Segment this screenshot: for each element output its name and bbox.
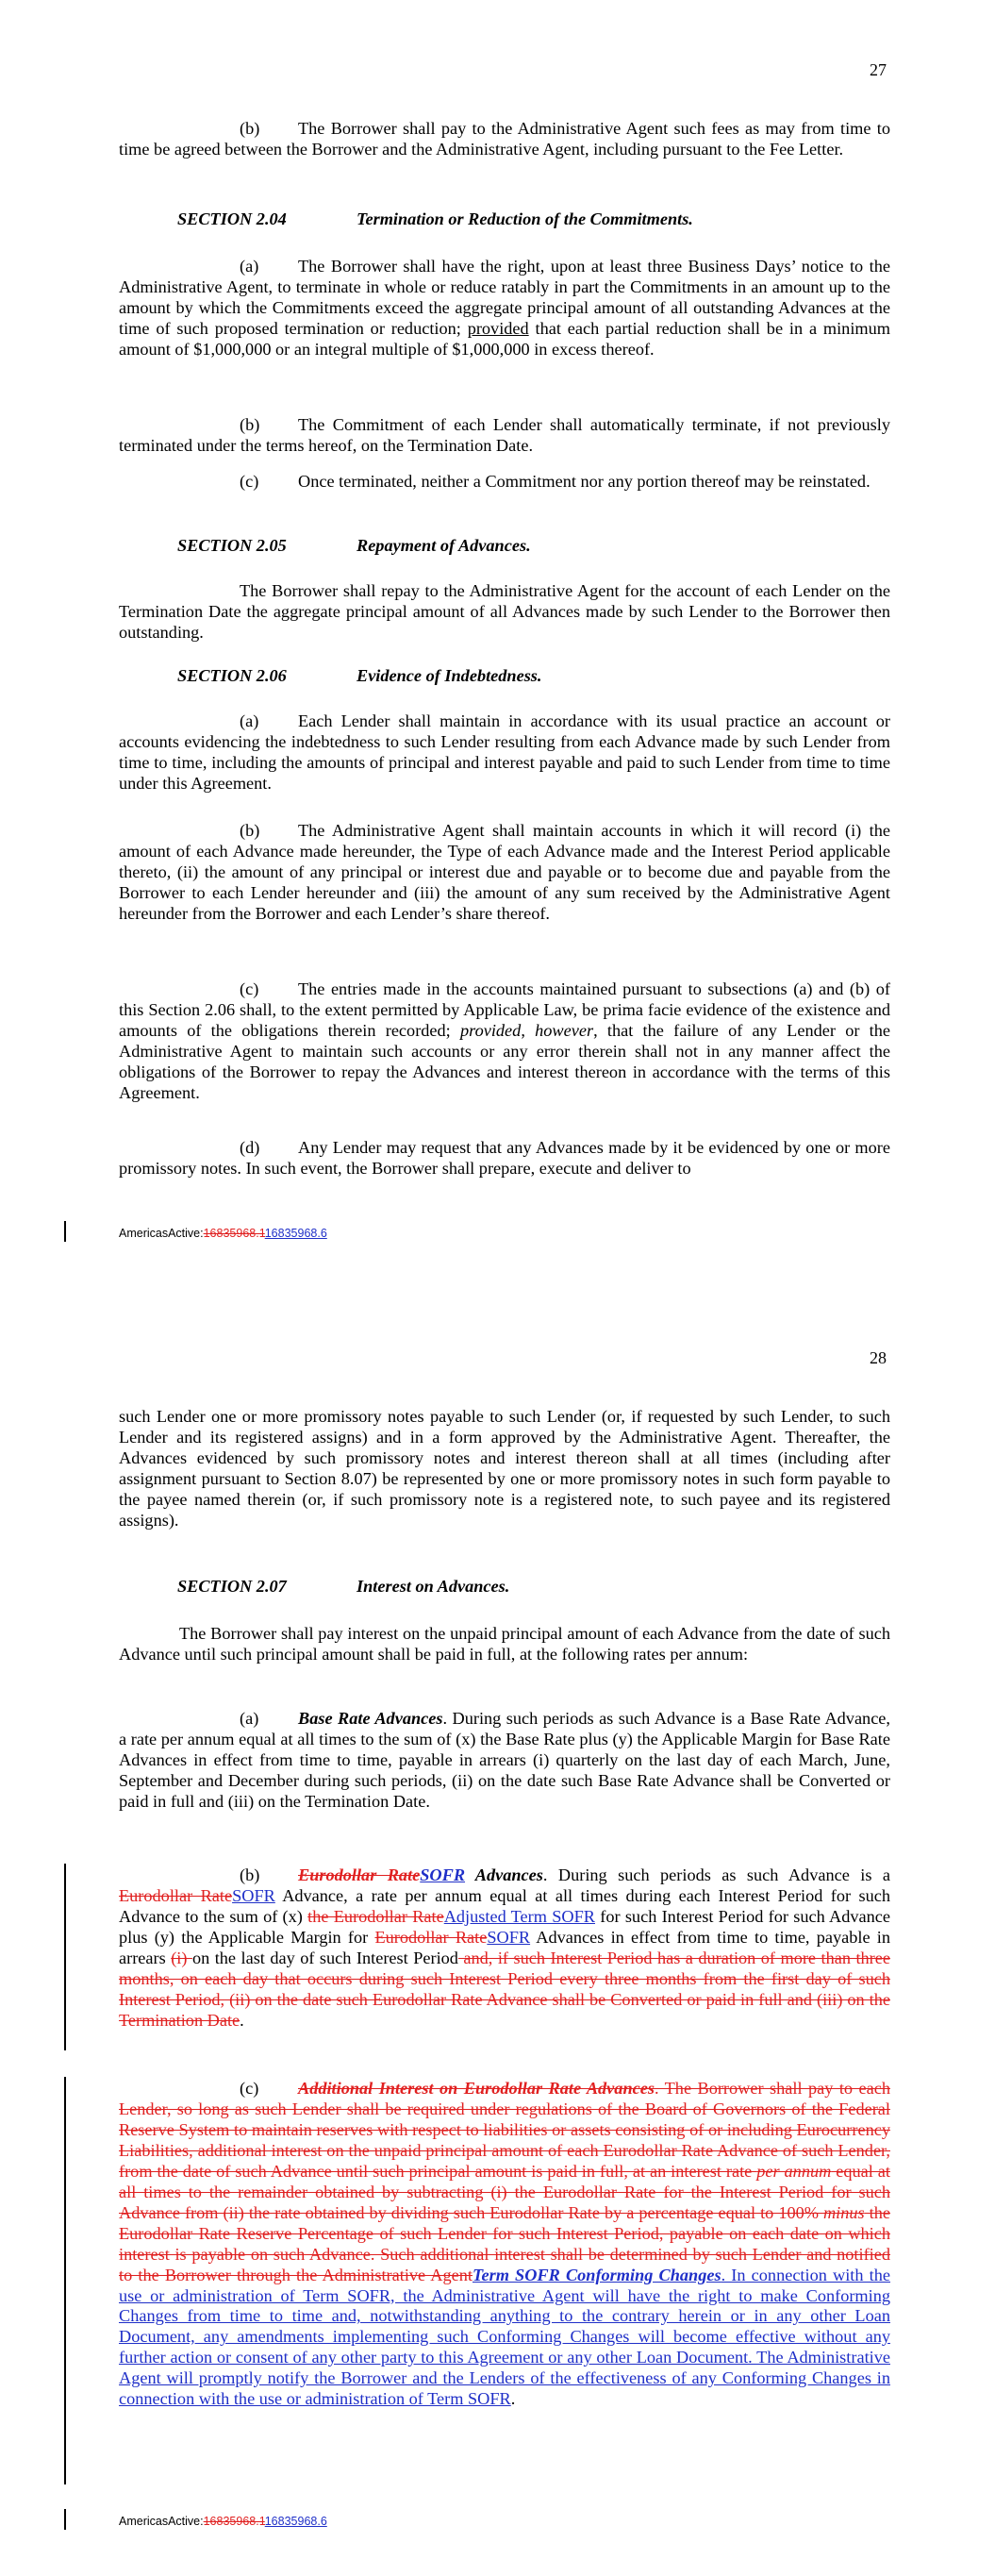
para-2-04-a: (a) The Borrower shall have the right, upon at least three Business Days’ notice to the Administrative Agent, to terminate in whole or reduce ratably in part the Commitments in an amount up to the amount by which the Commitments exceed the aggregate principal amount of all outstanding Advances at the time of such proposed termination or reduction; provided that each partial reduction shall be in a minimum amount of $1,000,000 or an integral multiple of $1,000,000 in excess thereof. — [119, 257, 890, 359]
para-2-06-d: (d) Any Lender may request that any Advances made by it be evidenced by one or more promissory notes. In such event, the Borrower shall prepare, execute and deliver to — [119, 1138, 890, 1178]
page-28 — [0, 1288, 995, 2576]
para-2-06-c: (c) The entries made in the accounts maintained pursuant to subsections (a) and (b) of this Section 2.06 shall, to the extent permitted by Applicable Law, be prima facie evidence of the existence and amounts of the obligations therein recorded; provided, however, that the failure of any Lender or the Administrative Agent to maintain such accounts or any error therein shall not in any manner affect the obligations of the Borrower to repay the Advances and interest thereon in accordance with the terms of this Agreement. — [119, 979, 890, 1102]
para-2-06-d-continued: such Lender one or more promissory notes payable to such Lender (or, if requested by such Lender, to such Lender and its registered assigns) and in a form approved by the Administrative Agent. Thereafter, the Advances evidenced by such promissory notes and interest thereon shall at all times (including after assignment pursuant to Section 8.07) be represented by one or more promissory notes in such form payable to the payee named therein (or, if such promissory note is a registered note, to such payee and its registered assigns). — [119, 1407, 890, 1530]
section-heading-2-04: SECTION 2.04 Termination or Reduction of the Commitments. — [177, 209, 693, 228]
para-2-07-a: (a) Base Rate Advances. During such periods as such Advance is a Base Rate Advance, a rate per annum equal at all times to the sum of (x) the Base Rate plus (y) the Applicable Margin for Base Rate Advances in effect from time to time, payable in arrears (i) quarterly on the last day of each March, June, September and December during such periods, (ii) on the date such Base Rate Advance shall be Converted or paid in full and (iii) on the Termination Date. — [119, 1709, 890, 1811]
letter-b: (b) — [240, 119, 260, 138]
section-heading-2-07: SECTION 2.07 Interest on Advances. — [177, 1577, 510, 1596]
para-2-04-c: (c) Once terminated, neither a Commitment nor any portion thereof may be reinstated. — [240, 472, 871, 491]
page-number: 27 — [870, 60, 887, 79]
para-2-06-b: (b) The Administrative Agent shall maintain accounts in which it will record (i) the amount of each Advance made hereunder, the Type of each Advance made and the Interest Period applicable thereto, (ii) the amount of any principal or interest due and payable or to become due and payable from the Borrower to each Lender hereunder and (iii) the amount of any sum received by the Administrative Agent hereunder from the Borrower and each Lender’s share thereof. — [119, 821, 890, 923]
change-bar — [64, 2509, 66, 2530]
para-2-07-c: (c) Additional Interest on Eurodollar Rate Advances. The Borrower shall pay to each Lender, so long as such Lender shall be required under regulations of the Board of Governors of the Federal Reserve System to maintain reserves with respect to liabilities or assets consisting of or including Eurocurrency Liabilities, additional interest on the unpaid principal amount of each Eurodollar Rate Advance of such Lender, from the date of such Advance until such principal amount is paid in full, at an interest rate per annum equal at all times to the remainder obtained by subtracting (i) the Eurodollar Rate for the Interest Period for such Advance from (ii) the rate obtained by dividing such Eurodollar Rate by a percentage equal to 100% minus the Eurodollar Rate Reserve Percentage of such Lender for such Interest Period, payable on each date on which interest is payable on such Advance. Such additional interest shall be determined by such Lender and notified to the Borrower through the Administrative AgentTerm SOFR Conforming Changes. In connection with the use or administration of Term SOFR, the Administrative Agent will have the right to make Conforming Changes from time to time and, notwithstanding anything to the contrary herein or in any other Loan Document, any amendments implementing such Conforming Changes will become effective without any further action or consent of any other party to this Agreement or any other Loan Document. The Administrative Agent will promptly notify the Borrower and the Lenders of the effectiveness of any Conforming Changes in connection with the use or administration of Term SOFR. — [119, 2079, 890, 2409]
section-heading-2-06: SECTION 2.06 Evidence of Indebtedness. — [177, 666, 542, 685]
change-bar — [64, 1221, 66, 1242]
para-2-07-b: (b) Eurodollar RateSOFR Advances. During such periods as such Advance is a Eurodollar RateSOFR Advance, a rate per annum equal at all times during each Interest Period for such Advance to the sum of (x) the Eurodollar RateAdjusted Term SOFR for such Interest Period for such Advance plus (y) the Applicable Margin for Eurodollar RateSOFR Advances in effect from time to time, payable in arrears (i) on the last day of such Interest Period and, if such Interest Period has a duration of more than three months, on each day that occurs during such Interest Period every three months from the first day of such Interest Period, (ii) on the date such Eurodollar Rate Advance shall be Converted or paid in full and (iii) on the Termination Date. — [119, 1865, 891, 2030]
section-heading-2-05: SECTION 2.05 Repayment of Advances. — [177, 536, 531, 555]
para-2-06-a: (a) Each Lender shall maintain in accordance with its usual practice an account or accounts evidencing the indebtedness to such Lender resulting from each Advance made by such Lender from time to time, including the amounts of principal and interest payable and paid to such Lender from time to time under this Agreement. — [119, 711, 890, 793]
page-number: 28 — [870, 1348, 887, 1367]
change-bar — [64, 1864, 66, 2050]
para-fees: (b) The Borrower shall pay to the Administrative Agent such fees as may from time to time be agreed between the Borrower and the Administrative Agent, including pursuant to the Fee Letter. — [119, 119, 890, 159]
para-2-07: The Borrower shall pay interest on the unpaid principal amount of each Advance from the date of such Advance until such principal amount shall be paid in full, at the following rates per annum: — [119, 1624, 890, 1664]
para-2-05: The Borrower shall repay to the Administrative Agent for the account of each Lender on the Termination Date the aggregate principal amount of all Advances made by such Lender to the Borrower then outstanding. — [119, 581, 890, 642]
para-2-04-b: (b) The Commitment of each Lender shall automatically terminate, if not previously terminated under the terms hereof, on the Termination Date. — [119, 415, 890, 455]
document-footer: AmericasActive:16835968.116835968.6 — [119, 1227, 327, 1240]
change-bar — [64, 2077, 66, 2484]
document-footer: AmericasActive:16835968.116835968.6 — [119, 2515, 327, 2528]
